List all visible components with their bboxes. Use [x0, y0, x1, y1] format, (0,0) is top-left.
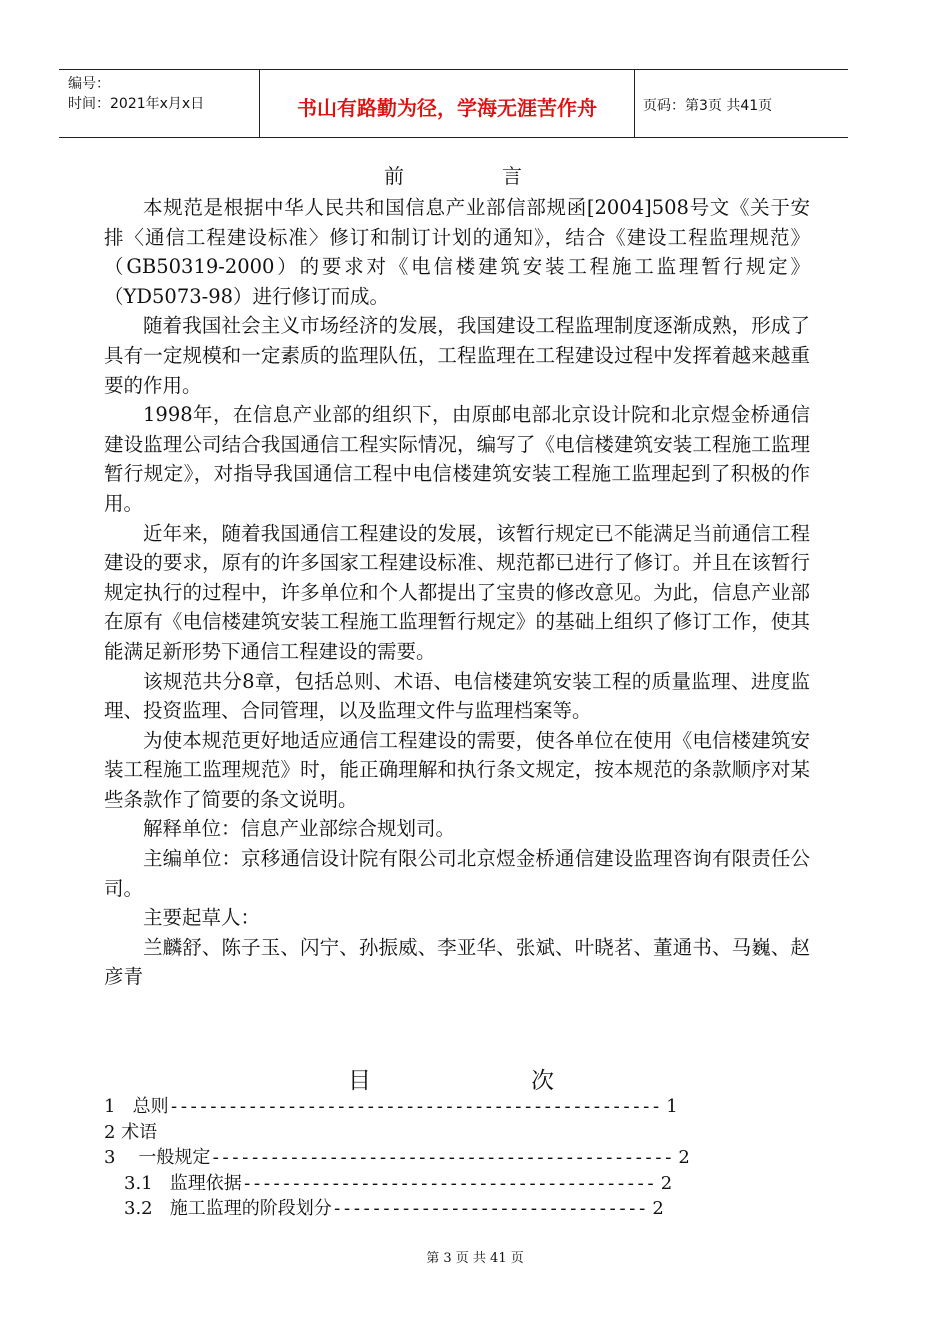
toc-entry[interactable]	[104, 1094, 804, 1120]
toc-entry-page: 2	[678, 1147, 690, 1168]
preface-title-char-2: 言	[502, 164, 522, 188]
toc-entry-page: 1	[666, 1096, 678, 1117]
preface-paragraph: 随着我国社会主义市场经济的发展，我国建设工程监理制度逐渐成熟，形成了具有一定规模和一定素质的监理队伍，工程监理在工程建设过程中发挥着越来越重要的作用。	[104, 314, 810, 397]
header-motto: 书山有路勤为径，学海无涯苦作舟	[297, 96, 597, 120]
toc-entry-leader: --------------------------------	[331, 1198, 647, 1219]
toc-entry-leader: ------------------------------------------	[241, 1172, 655, 1194]
interpreting-unit: 解释单位：信息产业部综合规划司。	[143, 817, 456, 841]
header-left-cell	[59, 70, 259, 137]
preface-paragraph: 本规范是根据中华人民共和国信息产业部信部规函[2004]508号文《关于安排〈通信工程建设标准〉修订和制订计划的通知》，结合《建设工程监理规范》（GB50319-2000）的要求对《电信楼建筑安装工程施工监理暂行规定》（YD5073-98）进行修订而成。	[104, 196, 810, 308]
toc-entry-label: 3.2 施工监理的阶段划分	[124, 1198, 332, 1219]
toc-title-char-2: 次	[531, 1068, 554, 1094]
drafters-list: 兰麟舒、陈子玉、闪宁、孙振威、李亚华、张斌、叶晓茗、董通书、马巍、赵彦青	[104, 935, 810, 989]
toc-entry-label: 2 术语	[104, 1121, 158, 1143]
drafters-label: 主要起草人：	[143, 906, 261, 930]
toc-entry-page: 2	[660, 1172, 673, 1194]
page-footer: 第 3 页 共 41 页	[426, 1251, 524, 1266]
toc-title	[348, 1062, 554, 1095]
header-right-cell	[634, 70, 848, 137]
header-table	[59, 69, 848, 138]
toc-entry-page: 2	[652, 1198, 664, 1219]
preface-title-char-1: 前	[384, 164, 404, 188]
toc-entry[interactable]	[104, 1171, 804, 1197]
document-time-label: 时间：2021年x月x日	[68, 96, 205, 112]
toc-title-char-1: 目	[348, 1068, 371, 1094]
preface-paragraph: 为使本规范更好地适应通信工程建设的需要，使各单位在使用《电信楼建筑安装工程施工监理规范》时，能正确理解和执行条文规定，按本规范的条款顺序对某些条款作了简要的条文说明。	[104, 728, 810, 811]
preface-paragraph: 该规范共分8章，包括总则、术语、电信楼建筑安装工程的质量监理、进度监理、投资监理、合同管理，以及监理文件与监理档案等。	[104, 669, 810, 723]
chief-editor-unit: 主编单位：京移通信设计院有限公司北京煜金桥通信建设监理咨询有限责任公司。	[104, 847, 810, 900]
table-of-contents	[104, 1094, 804, 1222]
toc-entry-leader: -----------------------------------------------	[210, 1147, 673, 1168]
toc-entry-label: 3 一般规定	[104, 1147, 211, 1168]
toc-entry-leader: --------------------------------------------------	[168, 1096, 661, 1117]
toc-entry[interactable]	[104, 1120, 804, 1146]
toc-entry[interactable]	[104, 1196, 804, 1222]
preface-body	[104, 193, 810, 992]
preface-paragraph: 1998年，在信息产业部的组织下，由原邮电部北京设计院和北京煜金桥通信建设监理公司结合我国通信工程实际情况，编写了《电信楼建筑安装工程施工监理暂行规定》，对指导我国通信工程中电信楼建筑安装工程施工监理起到了积极的作用。	[104, 403, 810, 515]
toc-entry-label: 1 总则	[104, 1096, 169, 1117]
preface-title	[384, 160, 522, 189]
header-motto-cell	[259, 70, 635, 137]
document-number-label: 编号：	[68, 76, 110, 92]
page-count-label: 页码：第3页 共41页	[643, 98, 773, 114]
preface-paragraph: 近年来，随着我国通信工程建设的发展，该暂行规定已不能满足当前通信工程建设的要求，原有的许多国家工程建设标准、规范都已进行了修订。并且在该暂行规定执行的过程中，许多单位和个人都提出了宝贵的修改意见。为此，信息产业部在原有《电信楼建筑安装工程施工监理暂行规定》的基础上组织了修订工作，使其能满足新形势下通信工程建设的需要。	[104, 521, 810, 663]
toc-entry-label: 3.1 监理依据	[124, 1172, 242, 1194]
toc-entry[interactable]	[104, 1145, 804, 1171]
